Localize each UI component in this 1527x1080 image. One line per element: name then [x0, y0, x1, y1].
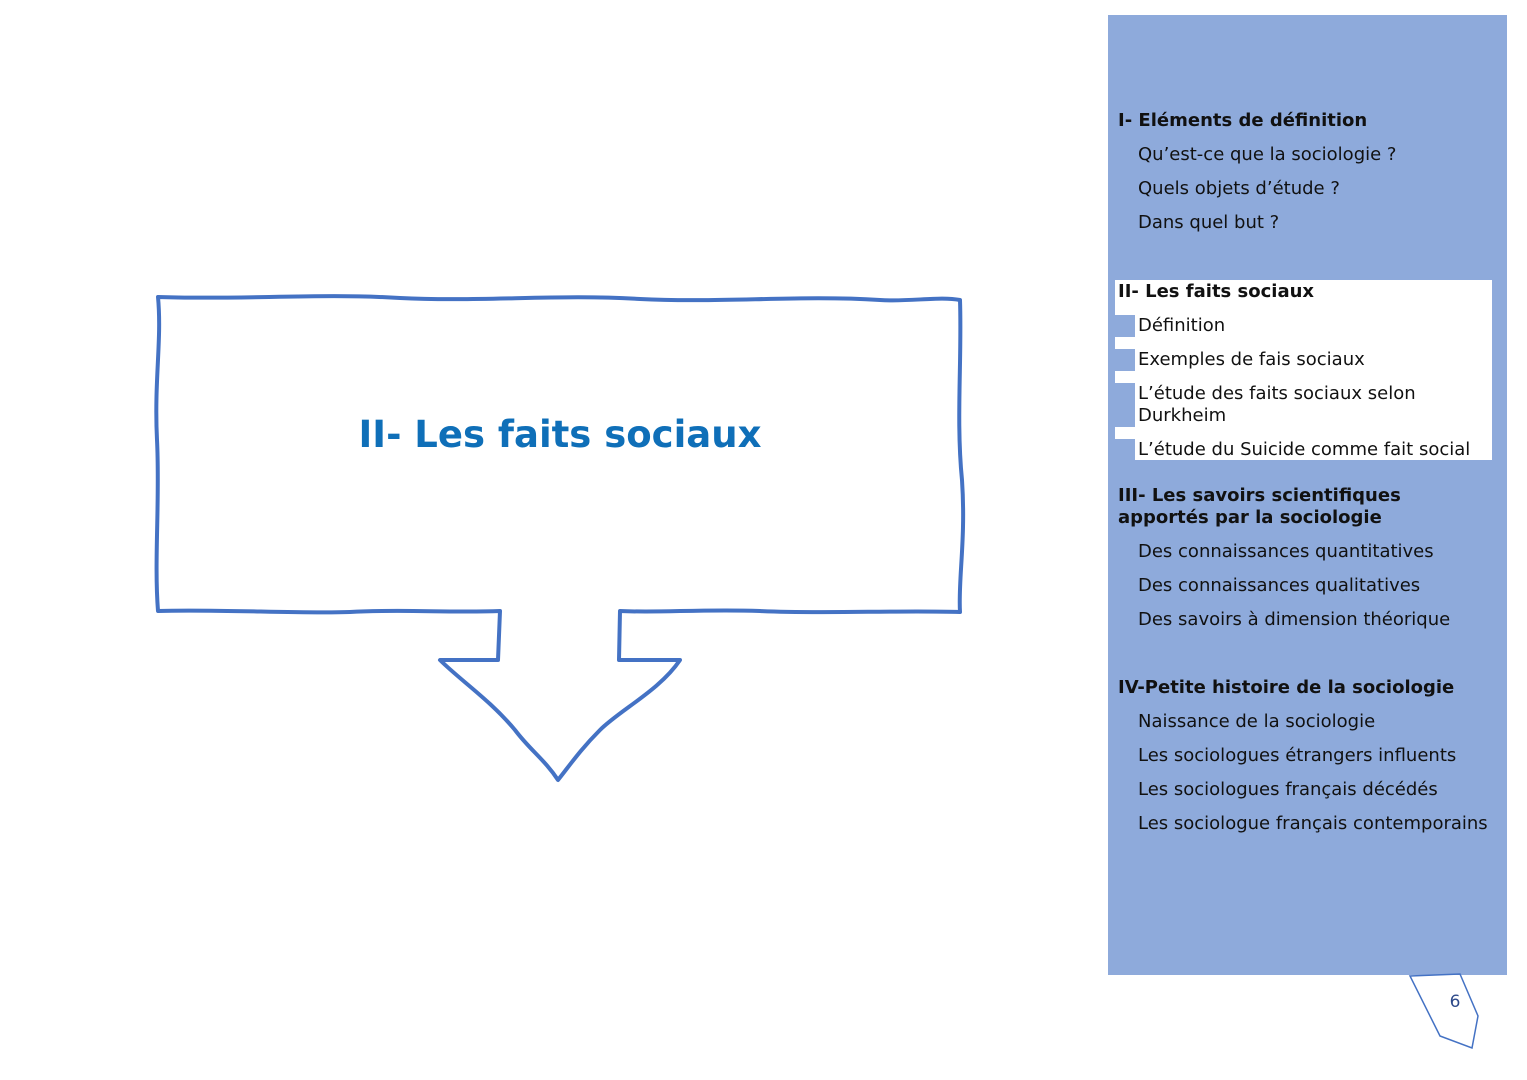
toc-item: L’étude du Suicide comme fait social — [1115, 439, 1492, 461]
table-of-contents-sidebar — [1108, 15, 1507, 975]
toc-item: Quels objets d’étude ? — [1138, 178, 1340, 199]
toc-section-3 — [1108, 485, 1507, 643]
toc-item: Dans quel but ? — [1138, 212, 1280, 233]
toc-section-2-current — [1115, 280, 1492, 460]
toc-item: Les sociologue français contemporains — [1138, 813, 1488, 834]
toc-item: L’étude des faits sociaux selon Durkheim — [1115, 383, 1438, 427]
toc-section-title: II- Les faits sociaux — [1118, 281, 1315, 302]
toc-section-title: I- Eléments de définition — [1118, 110, 1368, 131]
callout-outline — [156, 296, 963, 780]
callout-title: II- Les faits sociaux — [358, 413, 762, 456]
toc-item: Les sociologues français décédés — [1138, 779, 1438, 800]
toc-section-title: IV-Petite histoire de la sociologie — [1118, 677, 1455, 698]
page-number: 6 — [1449, 992, 1461, 1012]
toc-item: Des connaissances qualitatives — [1138, 575, 1421, 596]
toc-item: Des connaissances quantitatives — [1138, 541, 1434, 562]
page-number-tag-shape — [1400, 970, 1490, 1060]
toc-section-title: III- Les savoirs scientifiques apportés par la sociologie — [1118, 485, 1401, 528]
toc-section-4 — [1108, 677, 1507, 847]
toc-item: Définition — [1115, 315, 1492, 337]
toc-item: Naissance de la sociologie — [1138, 711, 1376, 732]
toc-section-1 — [1108, 110, 1507, 246]
toc-item: Exemples de fais sociaux — [1115, 349, 1492, 371]
toc-item: Des savoirs à dimension théorique — [1138, 609, 1451, 630]
toc-item: Les sociologues étrangers influents — [1138, 745, 1457, 766]
toc-item: Qu’est-ce que la sociologie ? — [1138, 144, 1397, 165]
